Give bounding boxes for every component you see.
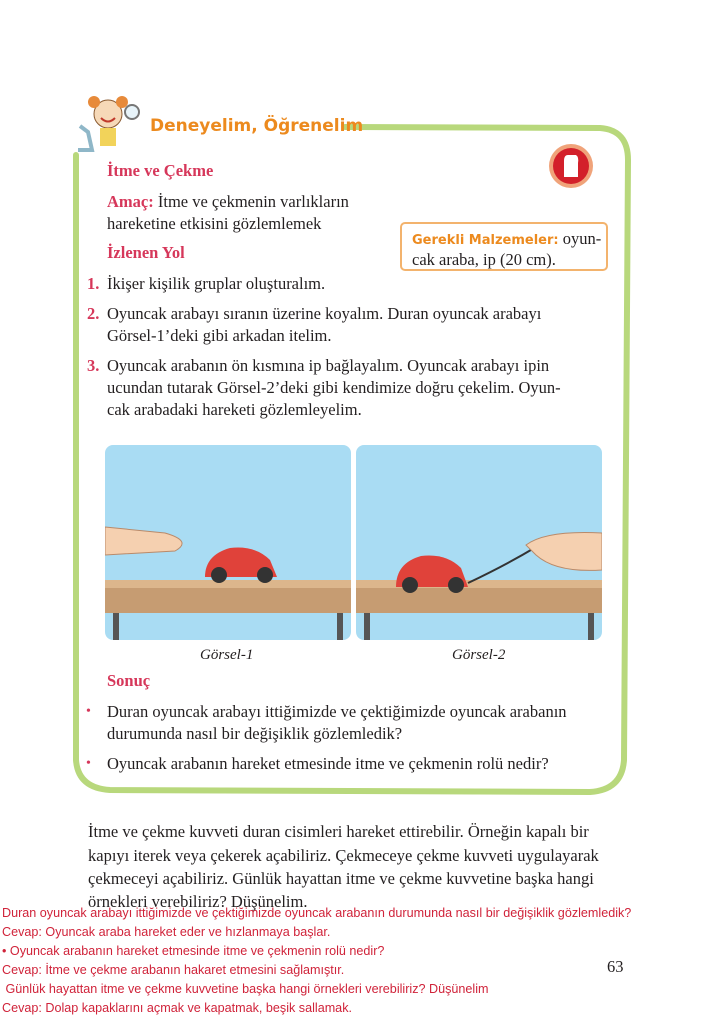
- step-text: Oyuncak arabanın ön kısmına ip bağlayalım. Oyuncak arabayı ipin: [107, 356, 550, 375]
- answer-line: • Oyuncak arabanın hareket etmesinde itme ve çekmenin rolü nedir?: [2, 944, 385, 958]
- aim-line-1: Amaç: İtme ve çekmenin varlıkların: [107, 192, 349, 211]
- paragraph-line: örnekleri verebiliriz? Düşünelim.: [88, 892, 308, 911]
- mascot-girl-icon: [70, 92, 150, 154]
- result-heading: Sonuç: [107, 671, 151, 690]
- question-text: durumunda nasıl bir değişiklik gözlemledik?: [107, 724, 403, 743]
- answer-line: Cevap: Oyuncak araba hareket eder ve hızlanmaya başlar.: [2, 925, 331, 939]
- gloves-safety-icon: [548, 143, 594, 189]
- materials-text: oyun-: [562, 229, 602, 248]
- step-text: Görsel-1’deki gibi arkadan itelim.: [107, 326, 332, 345]
- step-text: ucundan tutarak Görsel-2’deki gibi kendimize doğru çekelim. Oyun-: [107, 378, 561, 397]
- step-number: 2.: [87, 304, 100, 323]
- image-pull-car: [356, 445, 602, 640]
- page-number: 63: [607, 957, 624, 976]
- step-number: 1.: [87, 274, 100, 293]
- materials-box: [400, 222, 608, 271]
- paragraph-line: çekmeceyi açabiliriz. Günlük hayattan itme ve çekme kuvvetine başka hangi: [88, 869, 594, 888]
- paragraph-line: kapıyı iterek veya çekerek açabiliriz. Çekmeceye çekme kuvveti uygulayarak: [88, 846, 599, 865]
- step-text: Oyuncak arabayı sıranın üzerine koyalım. Duran oyuncak arabayı: [107, 304, 542, 323]
- step-text: cak arabadaki hareketi gözlemleyelim.: [107, 400, 362, 419]
- question-text: Oyuncak arabanın hareket etmesinde itme ve çekmenin rolü nedir?: [107, 754, 549, 773]
- paragraph-line: İtme ve çekme kuvveti duran cisimleri hareket ettirebilir. Örneğin kapalı bir: [88, 822, 589, 841]
- section-title: Deneyelim, Öğrenelim: [150, 116, 364, 136]
- image-caption: Görsel-1: [200, 647, 254, 663]
- image-push-car: [105, 445, 351, 640]
- answer-line: Duran oyuncak arabayı ittiğimizde ve çektiğimizde oyuncak arabanın durumunda nasıl bir değişiklik gözlemledik?: [2, 906, 632, 920]
- bullet-icon: •: [86, 704, 91, 719]
- image-caption: Görsel-2: [452, 647, 506, 663]
- materials-label: Gerekli Malzemeler:: [412, 233, 559, 248]
- step-text: İkişer kişilik gruplar oluşturalım.: [107, 274, 326, 293]
- answer-line: Cevap: Dolap kapaklarını açmak ve kapatmak, beşik sallamak.: [2, 1001, 352, 1015]
- answer-line: Günlük hayattan itme ve çekme kuvvetine başka hangi örnekleri verebiliriz? Düşünelim: [2, 982, 489, 996]
- activity-heading: İtme ve Çekme: [107, 161, 214, 180]
- bullet-icon: •: [86, 756, 91, 771]
- materials-text: cak araba, ip (20 cm).: [412, 250, 556, 269]
- step-number: 3.: [87, 356, 100, 375]
- procedure-heading: İzlenen Yol: [107, 243, 185, 262]
- question-text: Duran oyuncak arabayı ittiğimizde ve çektiğimizde oyuncak arabanın: [107, 702, 567, 721]
- answer-line: Cevap: İtme ve çekme arabanın hakaret etmesini sağlamıştır.: [2, 963, 345, 977]
- aim-line-2: hareketine etkisini gözlemlemek: [107, 214, 322, 233]
